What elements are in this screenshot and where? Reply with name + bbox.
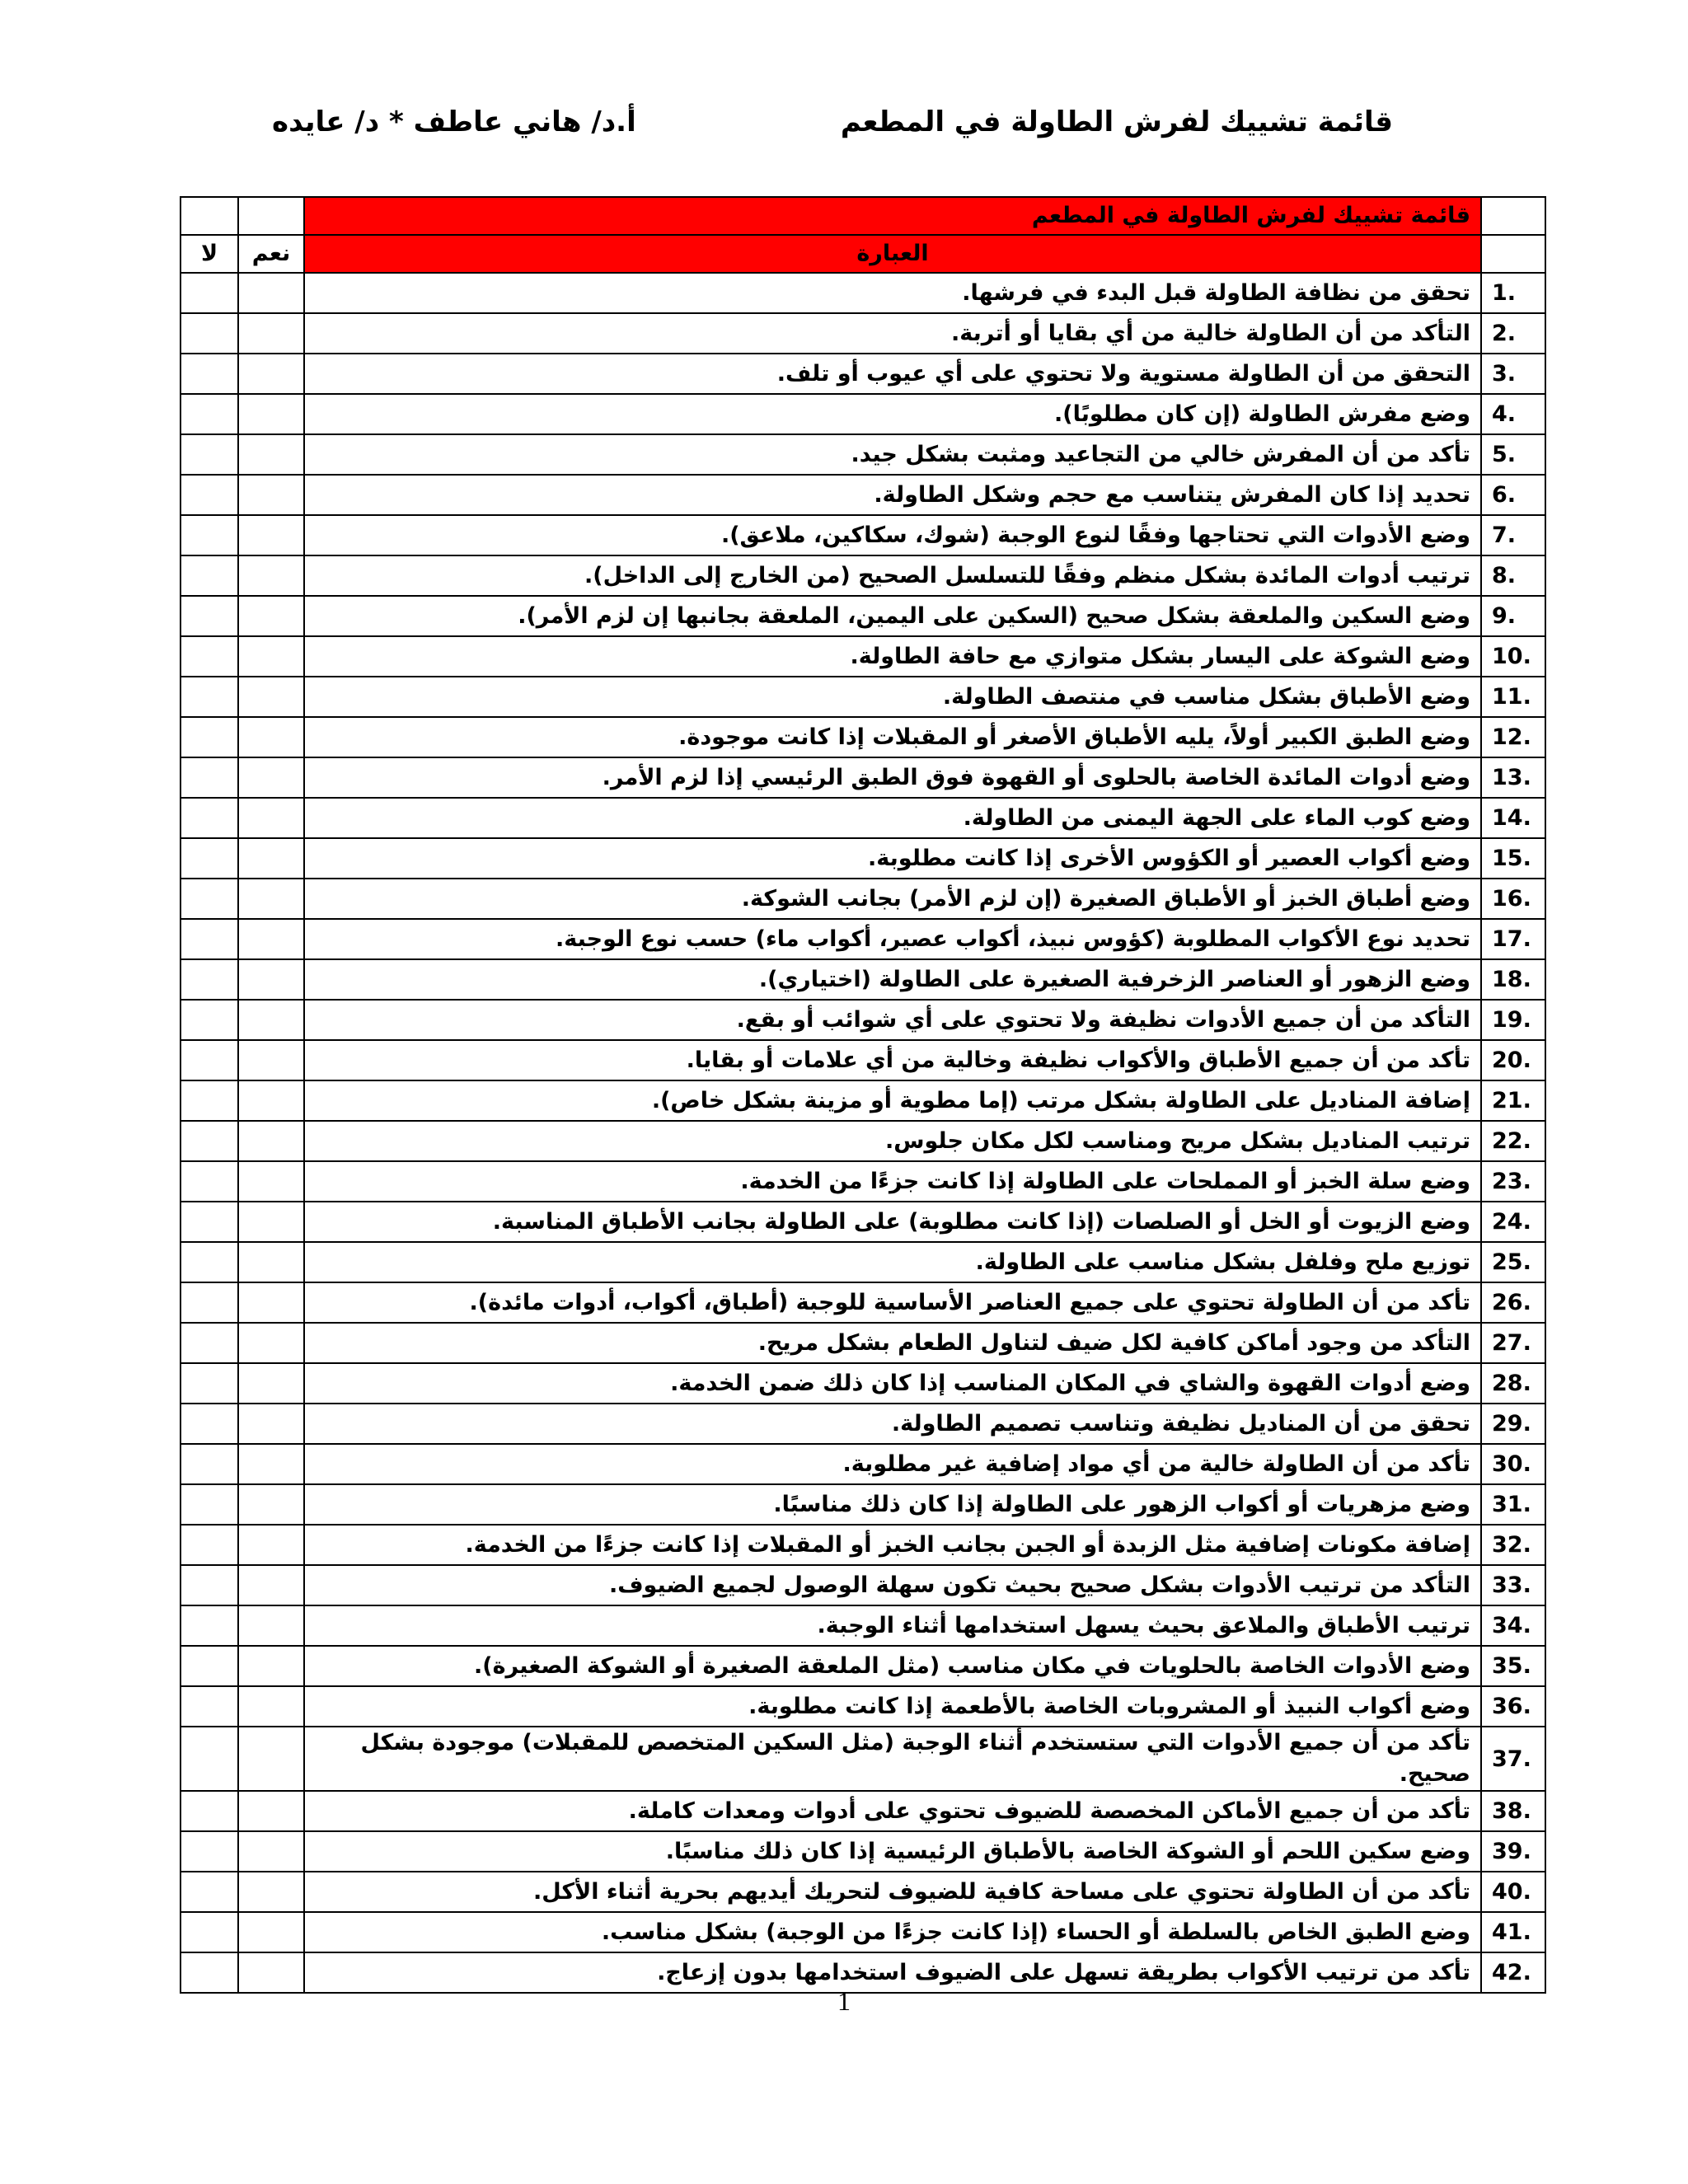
row-yes-checkbox-cell[interactable] [238,1646,304,1686]
row-no-checkbox-cell[interactable] [181,1484,238,1525]
row-yes-checkbox-cell[interactable] [238,1161,304,1202]
row-number: 32. [1481,1525,1545,1565]
banner-no-cell [181,197,238,235]
table-row [181,555,1545,596]
checklist-body [181,197,1545,1993]
row-number: 1. [1481,273,1545,313]
row-no-checkbox-cell[interactable] [181,1646,238,1686]
row-number: 15. [1481,838,1545,879]
row-no-checkbox-cell[interactable] [181,798,238,838]
row-no-checkbox-cell[interactable] [181,1040,238,1080]
row-yes-checkbox-cell[interactable] [238,394,304,434]
row-number: 37. [1481,1727,1545,1791]
table-row [181,1040,1545,1080]
document-authors: أ.د/ هاني عاطف * د/ عايده [272,105,636,138]
row-number: 23. [1481,1161,1545,1202]
table-row [181,1912,1545,1952]
banner-yes-cell [238,197,304,235]
row-no-checkbox-cell[interactable] [181,1565,238,1605]
row-no-checkbox-cell[interactable] [181,757,238,798]
row-no-checkbox-cell[interactable] [181,1121,238,1161]
row-statement: وضع سكين اللحم أو الشوكة الخاصة بالأطباق الرئيسية إذا كان ذلك مناسبًا. [304,1831,1481,1872]
row-yes-checkbox-cell[interactable] [238,1323,304,1363]
row-statement: وضع أدوات المائدة الخاصة بالحلوى أو القهوة فوق الطبق الرئيسي إذا لزم الأمر. [304,757,1481,798]
table-row [181,475,1545,515]
row-no-checkbox-cell[interactable] [181,1080,238,1121]
row-no-checkbox-cell[interactable] [181,636,238,677]
row-no-checkbox-cell[interactable] [181,717,238,757]
row-no-checkbox-cell[interactable] [181,1000,238,1040]
table-row [181,1363,1545,1404]
row-number: 16. [1481,879,1545,919]
row-number: 22. [1481,1121,1545,1161]
row-statement: وضع كوب الماء على الجهة اليمنى من الطاولة. [304,798,1481,838]
row-no-checkbox-cell[interactable] [181,596,238,636]
row-statement: تأكد من أن جميع الأطباق والأكواب نظيفة وخالية من أي علامات أو بقايا. [304,1040,1481,1080]
row-number: 18. [1481,959,1545,1000]
row-statement: وضع الأطباق بشكل مناسب في منتصف الطاولة. [304,677,1481,717]
row-number: 29. [1481,1404,1545,1444]
table-row [181,677,1545,717]
row-no-checkbox-cell[interactable] [181,273,238,313]
table-row [181,959,1545,1000]
row-yes-checkbox-cell[interactable] [238,757,304,798]
table-row [181,515,1545,555]
row-no-checkbox-cell[interactable] [181,1912,238,1952]
table-row [181,1000,1545,1040]
table-row [181,919,1545,959]
column-header-statement: العبارة [304,235,1481,273]
table-row [181,1791,1545,1831]
table-row [181,273,1545,313]
row-no-checkbox-cell[interactable] [181,879,238,919]
row-statement: وضع السكين والملعقة بشكل صحيح (السكين على اليمين، الملعقة بجانبها إن لزم الأمر). [304,596,1481,636]
row-yes-checkbox-cell[interactable] [238,434,304,475]
row-statement: تأكد من أن جميع الأدوات التي ستستخدم أثناء الوجبة (مثل السكين المتخصص للمقبلات) موجودة بشكل صحيح. [304,1727,1481,1791]
column-header-no: لا [181,235,238,273]
table-row [181,1444,1545,1484]
table-row [181,1202,1545,1242]
row-number: 36. [1481,1686,1545,1727]
row-yes-checkbox-cell[interactable] [238,1484,304,1525]
table-row [181,1080,1545,1121]
row-statement: ترتيب الأطباق والملاعق بحيث يسهل استخدامها أثناء الوجبة. [304,1605,1481,1646]
row-statement: وضع أطباق الخبز أو الأطباق الصغيرة (إن لزم الأمر) بجانب الشوكة. [304,879,1481,919]
table-row [181,636,1545,677]
row-statement: تأكد من أن الطاولة تحتوي على مساحة كافية للضيوف لتحريك أيديهم بحرية أثناء الأكل. [304,1872,1481,1912]
row-yes-checkbox-cell[interactable] [238,1912,304,1952]
row-no-checkbox-cell[interactable] [181,313,238,354]
row-number: 31. [1481,1484,1545,1525]
table-row [181,1872,1545,1912]
row-number: 6. [1481,475,1545,515]
row-statement: التأكد من أن الطاولة خالية من أي بقايا أو أتربة. [304,313,1481,354]
row-statement: إضافة المناديل على الطاولة بشكل مرتب (إما مطوية أو مزينة بشكل خاص). [304,1080,1481,1121]
table-row [181,1565,1545,1605]
table-row [181,394,1545,434]
row-statement: وضع أدوات القهوة والشاي في المكان المناسب إذا كان ذلك ضمن الخدمة. [304,1363,1481,1404]
row-number: 9. [1481,596,1545,636]
row-number: 8. [1481,555,1545,596]
row-statement: توزيع ملح وفلفل بشكل مناسب على الطاولة. [304,1242,1481,1282]
table-row [181,717,1545,757]
row-no-checkbox-cell[interactable] [181,1363,238,1404]
row-number: 38. [1481,1791,1545,1831]
row-yes-checkbox-cell[interactable] [238,1686,304,1727]
row-number: 34. [1481,1605,1545,1646]
row-no-checkbox-cell[interactable] [181,838,238,879]
row-yes-checkbox-cell[interactable] [238,879,304,919]
row-statement: التحقق من أن الطاولة مستوية ولا تحتوي على أي عيوب أو تلف. [304,354,1481,394]
row-statement: تحديد نوع الأكواب المطلوبة (كؤوس نبيذ، أكواب عصير، أكواب ماء) حسب نوع الوجبة. [304,919,1481,959]
row-yes-checkbox-cell[interactable] [238,354,304,394]
row-number: 26. [1481,1282,1545,1323]
table-row [181,354,1545,394]
row-yes-checkbox-cell[interactable] [238,273,304,313]
table-row [181,1831,1545,1872]
checklist-table [180,196,1546,1994]
row-statement: تحديد إذا كان المفرش يتناسب مع حجم وشكل الطاولة. [304,475,1481,515]
row-number: 35. [1481,1646,1545,1686]
row-yes-checkbox-cell[interactable] [238,1791,304,1831]
table-row [181,1727,1545,1791]
row-number: 40. [1481,1872,1545,1912]
row-number: 13. [1481,757,1545,798]
row-yes-checkbox-cell[interactable] [238,1404,304,1444]
table-row [181,1161,1545,1202]
row-yes-checkbox-cell[interactable] [238,919,304,959]
row-number: 5. [1481,434,1545,475]
row-number: 33. [1481,1565,1545,1605]
row-yes-checkbox-cell[interactable] [238,1202,304,1242]
row-no-checkbox-cell[interactable] [181,1791,238,1831]
row-yes-checkbox-cell[interactable] [238,1444,304,1484]
row-yes-checkbox-cell[interactable] [238,798,304,838]
row-statement: إضافة مكونات إضافية مثل الزبدة أو الجبن بجانب الخبز أو المقبلات إذا كانت جزءًا من الخدمة. [304,1525,1481,1565]
row-yes-checkbox-cell[interactable] [238,1727,304,1791]
table-row [181,1525,1545,1565]
table-row [181,1323,1545,1363]
row-no-checkbox-cell[interactable] [181,1831,238,1872]
row-statement: تأكد من أن الطاولة تحتوي على جميع العناصر الأساسية للوجبة (أطباق، أكواب، أدوات مائدة). [304,1282,1481,1323]
row-no-checkbox-cell[interactable] [181,919,238,959]
row-number: 21. [1481,1080,1545,1121]
row-statement: تحقق من أن المناديل نظيفة وتناسب تصميم الطاولة. [304,1404,1481,1444]
row-no-checkbox-cell[interactable] [181,515,238,555]
row-statement: التأكد من أن جميع الأدوات نظيفة ولا تحتوي على أي شوائب أو بقع. [304,1000,1481,1040]
row-yes-checkbox-cell[interactable] [238,1282,304,1323]
row-number: 7. [1481,515,1545,555]
page-header [272,97,1393,147]
table-row [181,596,1545,636]
row-number: 24. [1481,1202,1545,1242]
row-no-checkbox-cell[interactable] [181,1323,238,1363]
row-no-checkbox-cell[interactable] [181,1727,238,1791]
row-yes-checkbox-cell[interactable] [238,838,304,879]
row-yes-checkbox-cell[interactable] [238,555,304,596]
row-no-checkbox-cell[interactable] [181,1872,238,1912]
row-no-checkbox-cell[interactable] [181,1525,238,1565]
row-no-checkbox-cell[interactable] [181,677,238,717]
row-number: 19. [1481,1000,1545,1040]
row-statement: تحقق من نظافة الطاولة قبل البدء في فرشها. [304,273,1481,313]
row-no-checkbox-cell[interactable] [181,394,238,434]
row-yes-checkbox-cell[interactable] [238,677,304,717]
row-statement: ترتيب المناديل بشكل مريح ومناسب لكل مكان جلوس. [304,1121,1481,1161]
row-yes-checkbox-cell[interactable] [238,1831,304,1872]
row-statement: تأكد من ترتيب الأكواب بطريقة تسهل على الضيوف استخدامها بدون إزعاج. [304,1952,1481,1993]
row-number: 28. [1481,1363,1545,1404]
row-yes-checkbox-cell[interactable] [238,1040,304,1080]
row-number: 30. [1481,1444,1545,1484]
row-number: 14. [1481,798,1545,838]
page-number: 1 [837,1986,851,2016]
row-no-checkbox-cell[interactable] [181,1404,238,1444]
row-statement: وضع الطبق الخاص بالسلطة أو الحساء (إذا كانت جزءًا من الوجبة) بشكل مناسب. [304,1912,1481,1952]
table-row [181,879,1545,919]
row-number: 11. [1481,677,1545,717]
header-number-cell [1481,235,1545,273]
row-number: 41. [1481,1912,1545,1952]
row-number: 12. [1481,717,1545,757]
row-no-checkbox-cell[interactable] [181,1444,238,1484]
row-number: 17. [1481,919,1545,959]
row-number: 39. [1481,1831,1545,1872]
row-statement: وضع الزيوت أو الخل أو الصلصات (إذا كانت مطلوبة) على الطاولة بجانب الأطباق المناسبة. [304,1202,1481,1242]
document-title: قائمة تشييك لفرش الطاولة في المطعم [840,105,1393,138]
row-no-checkbox-cell[interactable] [181,354,238,394]
row-no-checkbox-cell[interactable] [181,1605,238,1646]
table-row [181,1121,1545,1161]
table-row [181,1404,1545,1444]
table-row [181,1646,1545,1686]
table-banner-title: قائمة تشييك لفرش الطاولة في المطعم [304,197,1481,235]
table-row [181,838,1545,879]
row-yes-checkbox-cell[interactable] [238,1363,304,1404]
row-statement: تأكد من أن المفرش خالي من التجاعيد ومثبت بشكل جيد. [304,434,1481,475]
row-statement: وضع الأدوات الخاصة بالحلويات في مكان مناسب (مثل الملعقة الصغيرة أو الشوكة الصغيرة). [304,1646,1481,1686]
row-statement: وضع الشوكة على اليسار بشكل متوازي مع حافة الطاولة. [304,636,1481,677]
row-statement: التأكد من ترتيب الأدوات بشكل صحيح بحيث تكون سهلة الوصول لجميع الضيوف. [304,1565,1481,1605]
row-statement: ترتيب أدوات المائدة بشكل منظم وفقًا للتسلسل الصحيح (من الخارج إلى الداخل). [304,555,1481,596]
row-statement: وضع مزهريات أو أكواب الزهور على الطاولة إذا كان ذلك مناسبًا. [304,1484,1481,1525]
row-no-checkbox-cell[interactable] [181,1202,238,1242]
row-statement: وضع سلة الخبز أو المملحات على الطاولة إذا كانت جزءًا من الخدمة. [304,1161,1481,1202]
table-header-row [181,235,1545,273]
row-no-checkbox-cell[interactable] [181,434,238,475]
row-no-checkbox-cell[interactable] [181,555,238,596]
row-no-checkbox-cell[interactable] [181,1686,238,1727]
column-header-yes: نعم [238,235,304,273]
row-yes-checkbox-cell[interactable] [238,515,304,555]
table-row [181,434,1545,475]
row-yes-checkbox-cell[interactable] [238,959,304,1000]
row-statement: وضع مفرش الطاولة (إن كان مطلوبًا). [304,394,1481,434]
table-row [181,1605,1545,1646]
row-yes-checkbox-cell[interactable] [238,636,304,677]
table-row [181,798,1545,838]
row-no-checkbox-cell[interactable] [181,475,238,515]
row-yes-checkbox-cell[interactable] [238,475,304,515]
table-row [181,1282,1545,1323]
row-no-checkbox-cell[interactable] [181,959,238,1000]
row-statement: وضع الزهور أو العناصر الزخرفية الصغيرة على الطاولة (اختياري). [304,959,1481,1000]
row-yes-checkbox-cell[interactable] [238,1565,304,1605]
row-number: 25. [1481,1242,1545,1282]
banner-number-cell [1481,197,1545,235]
row-statement: وضع الأدوات التي تحتاجها وفقًا لنوع الوجبة (شوك، سكاكين، ملاعق). [304,515,1481,555]
row-yes-checkbox-cell[interactable] [238,1872,304,1912]
row-yes-checkbox-cell[interactable] [238,1242,304,1282]
table-row [181,1484,1545,1525]
row-number: 2. [1481,313,1545,354]
row-yes-checkbox-cell[interactable] [238,1605,304,1646]
table-row [181,1686,1545,1727]
row-yes-checkbox-cell[interactable] [238,1525,304,1565]
row-number: 42. [1481,1952,1545,1993]
table-row [181,313,1545,354]
row-statement: تأكد من أن الطاولة خالية من أي مواد إضافية غير مطلوبة. [304,1444,1481,1484]
row-statement: وضع أكواب النبيذ أو المشروبات الخاصة بالأطعمة إذا كانت مطلوبة. [304,1686,1481,1727]
table-row [181,757,1545,798]
row-yes-checkbox-cell[interactable] [238,313,304,354]
row-yes-checkbox-cell[interactable] [238,596,304,636]
table-banner-row [181,197,1545,235]
row-no-checkbox-cell[interactable] [181,1242,238,1282]
row-number: 4. [1481,394,1545,434]
table-row [181,1242,1545,1282]
row-yes-checkbox-cell[interactable] [238,1080,304,1121]
row-statement: وضع أكواب العصير أو الكؤوس الأخرى إذا كانت مطلوبة. [304,838,1481,879]
row-statement: وضع الطبق الكبير أولاً، يليه الأطباق الأصغر أو المقبلات إذا كانت موجودة. [304,717,1481,757]
row-yes-checkbox-cell[interactable] [238,1000,304,1040]
row-yes-checkbox-cell[interactable] [238,717,304,757]
row-statement: التأكد من وجود أماكن كافية لكل ضيف لتناول الطعام بشكل مريح. [304,1323,1481,1363]
row-no-checkbox-cell[interactable] [181,1161,238,1202]
row-number: 3. [1481,354,1545,394]
row-number: 27. [1481,1323,1545,1363]
row-yes-checkbox-cell[interactable] [238,1121,304,1161]
row-number: 10. [1481,636,1545,677]
row-number: 20. [1481,1040,1545,1080]
row-statement: تأكد من أن جميع الأماكن المخصصة للضيوف تحتوي على أدوات ومعدات كاملة. [304,1791,1481,1831]
row-no-checkbox-cell[interactable] [181,1282,238,1323]
